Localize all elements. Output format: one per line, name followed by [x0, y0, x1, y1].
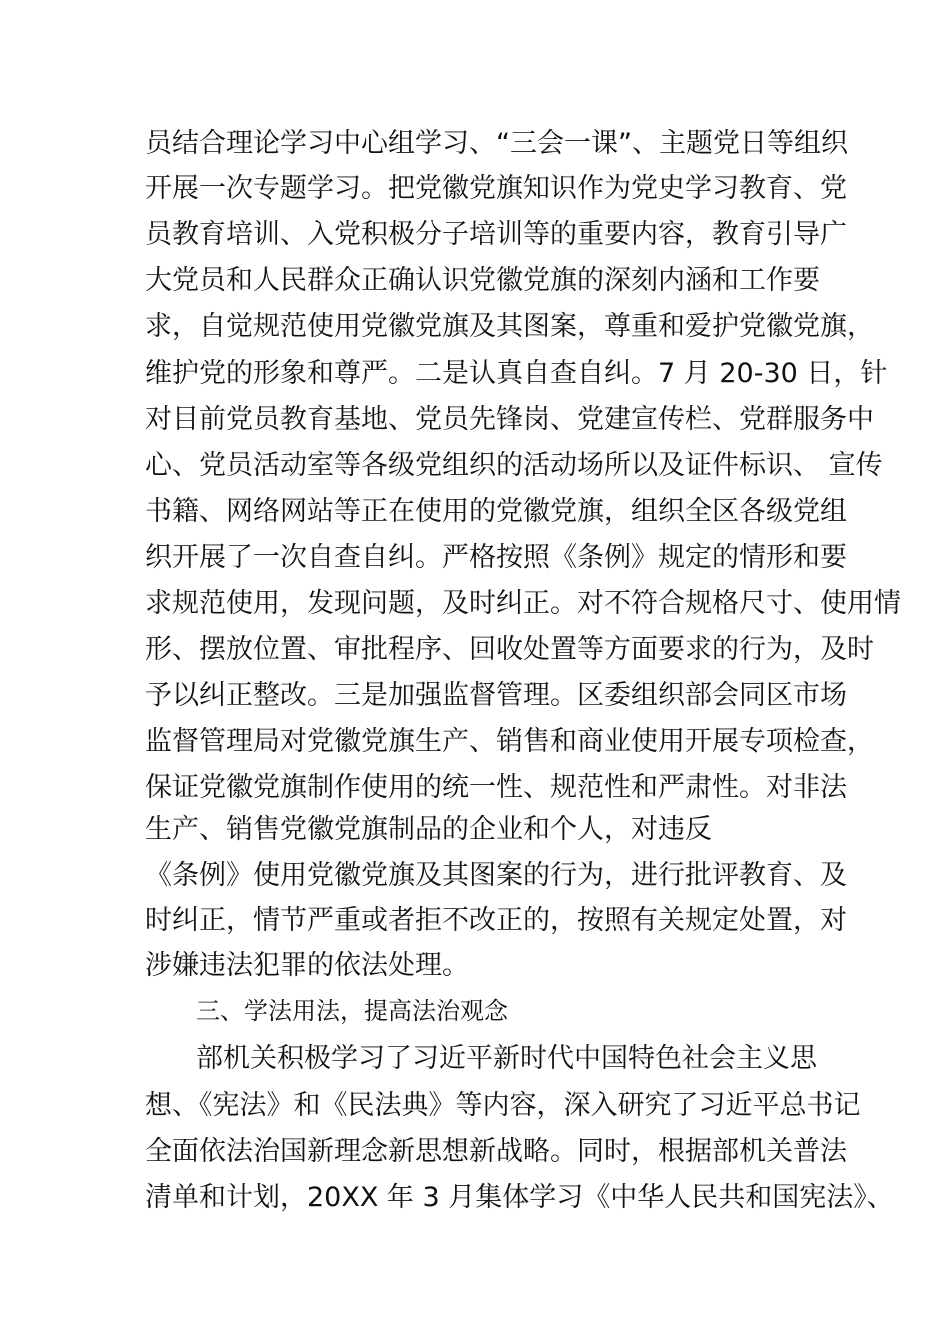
text-line: 监督管理局对党徽党旗生产、销售和商业使用开展专项检查， — [145, 726, 874, 757]
text-line: 维护党的形象和尊严。二是认真自查自纠。7 月 20-30 日，针 — [145, 358, 888, 389]
text-line: 求规范使用，发现问题，及时纠正。对不符合规格尺寸、使用情 — [145, 588, 901, 619]
text-line: 想、《宪法》和《民法典》等内容，深入研究了习近平总书记 — [145, 1090, 861, 1121]
text-line: 织开展了一次自查自纠。严格按照《条例》规定的情形和要 — [145, 542, 847, 573]
text-line: 大党员和人民群众正确认识党徽党旗的深刻内涵和工作要 — [145, 265, 820, 296]
text-line: 予以纠正整改。三是加强监督管理。区委组织部会同区市场 — [145, 680, 847, 711]
text-line: 开展一次专题学习。把党徽党旗知识作为党史学习教育、党 — [145, 173, 847, 204]
text-line: 心、党员活动室等各级党组织的活动场所以及证件标识、 宣传 — [145, 450, 883, 481]
text-line: 时纠正，情节严重或者拒不改正的，按照有关规定处置，对 — [145, 905, 847, 936]
section-heading: 三、学法用法，提高法治观念 — [196, 997, 508, 1025]
text-line: 部机关积极学习了习近平新时代中国特色社会主义思 — [196, 1043, 817, 1074]
text-line: 求，自觉规范使用党徽党旗及其图案，尊重和爱护党徽党旗， — [145, 311, 874, 342]
text-line: 《条例》使用党徽党旗及其图案的行为，进行批评教育、及 — [145, 860, 847, 891]
text-line: 保证党徽党旗制作使用的统一性、规范性和严肃性。对非法 — [145, 772, 847, 803]
text-line: 全面依法治国新理念新思想新战略。同时，根据部机关普法 — [145, 1136, 847, 1167]
text-line: 员教育培训、入党积极分子培训等的重要内容，教育引导广 — [145, 219, 847, 250]
text-line: 生产、销售党徽党旗制品的企业和个人，对违反 — [145, 814, 712, 845]
text-line: 形、摆放位置、审批程序、回收处置等方面要求的行为，及时 — [145, 634, 874, 665]
text-line: 书籍、网络网站等正在使用的党徽党旗，组织全区各级党组 — [145, 496, 847, 527]
text-line: 对目前党员教育基地、党员先锋岗、党建宣传栏、党群服务中 — [145, 404, 874, 435]
text-line: 清单和计划，20XX 年 3 月集体学习《中华人民共和国宪法》、 — [145, 1182, 894, 1213]
text-line: 涉嫌违法犯罪的依法处理。 — [145, 950, 469, 981]
text-line: 员结合理论学习中心组学习、“三会一课”、主题党日等组织 — [145, 128, 848, 159]
